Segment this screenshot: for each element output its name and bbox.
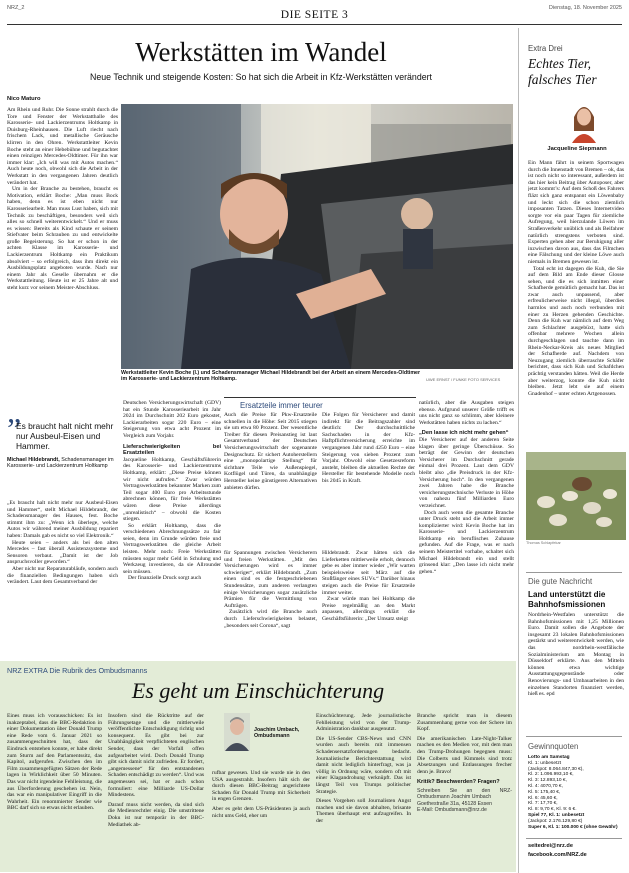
ombudsman-column-3 <box>212 770 310 870</box>
page-date: Dienstag, 18. November 2025 <box>548 5 622 11</box>
ombudsman-paragraph: Aber es geht dem US-Präsidenten ja auch nicht ums Geld, eher um <box>212 805 310 819</box>
sheep-photo-credit: Thomas Schlapfekar <box>526 541 561 545</box>
ombudsman-caption <box>254 727 299 740</box>
article-paragraph: „Es braucht halt nicht mehr nur Ausbeul-Eisen und Hammer“, stellt Michael Hildebrandt, der Schadensmanager des Hauses, fest. Boche stimmt ihm zu: „Wenn ich überlege, welche Autos wir während meiner Ausbildung repariert haben: Damals gab es nicht so viel Elektronik.“ <box>7 500 118 539</box>
header-rule <box>7 24 622 25</box>
ombudsman-paragraph: Insofern sind die Rücktritte auf der Führungsetage und die mittlerweile veröffentlichte Entschuldigung richtig und konsequent. Es gibt bei zur Unabhängigkeit verpflichteten englischen Sender, dass der Vorfall offen aufgearbeitet wird. Doch Donald Trump gibt sich damit nicht zufrieden. Er fordert, „angemessene“ für den entstandenen Schaden entschädigt zu werden“. Und was angemessen sei, hat er auch schon formuliert: eine Milliarde US-Dollar Mindestens. <box>108 713 204 799</box>
lotto-results <box>528 755 626 830</box>
info-paragraph: Die Folgen für Versicherer und damit indirekt für die Beitragszahler sind deutlich: Der durchschnittliche Sachschaden in der Kfz-Haftpflichtversicherung erreichte im vergangenen Jahr rund 4250 Euro – eine Steigerung von sieben Prozent zum Vorjahr. Obwohl eine Gesetzesreform ansteht, bleiben die aktuellen Rechte der Hersteller für bestehende Modelle noch bis 2045 in Kraft. <box>322 412 415 484</box>
article-column-3 <box>224 550 317 650</box>
ombudsman-title: Es geht um Einschüchterung <box>131 678 385 703</box>
lotto-line: Kl. 4: 4070,70 €, <box>528 783 563 789</box>
article-paragraph: Am Rhein und Ruhr. Die Sonne strahlt durch die Tore und Fenster der Werkstatthalle des Karosserie- und Lackierzentrums Holtkamp in Duisburg-Rheinhausen. Die Luft riecht nach frischem Lack, und metallische Geräusche klirren in den Ohren. Werkstattleiter Kevin Boche steht an einer Hebebühne und begutachtet einen reinzigen Mercedes-Oldtimer. Für ihn war immer klar: „Ich will was mit Autos machen.“ Auch heute noch, obwohl sich die Arbeit in der Werkstatt in den vergangenen Jahren deutlich verändert hat. <box>7 107 118 186</box>
lotto-line: Kl. 5: 175,40 €, <box>528 789 561 795</box>
lotto-line: (Jackpot: 8.064.847,30 €), <box>528 766 584 772</box>
ombudsman-portrait-art <box>224 713 250 751</box>
facebook-link[interactable]: facebook.com/NRZ.de <box>528 852 587 858</box>
sidebar-rule <box>526 572 622 573</box>
subheading: Lieferschwierigkeiten bei Ersatzteilen <box>123 443 221 457</box>
lotto-line: Kl. 1: unbesetzt <box>528 760 562 766</box>
sidebar-rule <box>526 736 622 737</box>
sidebar-rule <box>526 838 622 839</box>
sidebar-kicker: Extra Drei <box>528 44 563 53</box>
subheadline: Neue Technik und steigende Kosten: So hat sich die Arbeit in Kfz-Werkstätten verändert <box>90 72 432 82</box>
article-paragraph: Zusätzlich wird die Branche auch durch Lieferschwierigkeiten belastet, „besonders seit Corona“, sagt <box>224 609 317 629</box>
article-paragraph: Zwar würde man bei Holtkamp die Preise regelmäßig an den Markt anpassen, allerdings erklärt die Geschäftsführerin: „Der Umsatz steigt <box>322 596 415 622</box>
article-column-1b <box>7 500 118 650</box>
sidebar-title: Echtes Tier, falsches Tier <box>528 56 597 87</box>
article-paragraph: natürlich, aber die Ausgaben steigen ebenso. Aufgrund unserer Größe trifft es uns nicht ganz so schlimm, aber kleinere Werkstätten haben nichts zu lachen.“ <box>419 400 514 426</box>
feedback-heading: Kritik? Beschwerden? Fragen? <box>417 779 500 786</box>
subheading: „Den lasse ich nicht mehr gehen“ <box>419 430 509 437</box>
sidebar-divider <box>518 28 519 873</box>
article-paragraph: Um in der Branche zu bestehen, braucht es Motivation, erklärt Boche: „Man muss Bock haben, denn es ist eben nicht nur Karosseriearbeit. Man muss Lust haben, sich mit Technik zu beschäftigen, besonders weil sich alles so schnell weiterentwickelt.“ Und er muss es wissen: Bereits als Kind schaute er seinem Stiefvater beim Schrauben zu und entwickelte große Begeisterung. So hat er schon in der achten Klasse im Karosserie- und Lackierzentrum Holtkamp ein Praktikum absolviert – so erfolgreich, dass ihm direkt ein Ausbildungsplatz angeboten wurde. Nach nur einem Jahr als Geselle übernahm er die Werkstattleitung. Heute ist er 25 Jahre alt und steht kurz vor seinem Meister-Abschluss. <box>7 186 118 292</box>
lotto-line: Kl. 7: 17,70 €, <box>528 801 558 807</box>
sidebar-paragraph: Total echt ist dagegen die Kuh, die Sie auf dem Bild am Ende dieser Glosse sehen, und die es sich inmitten einer Schafherde gemütlich gemacht hat. Das ist zwar auch unpassend, aber erfreulicherweise nicht illegal, überdies harmlos und auch noch verbunden mit einer zu Herzen gehenden Geschichte. Denn die Kuh war nämlich auf dem Weg zum Schlachter ausgebüxt, hatte sich offenbar mehrere Wochen allein durchgeschlagen und tauchte dann im Rhein-Neckar-Kreis als neues Mitglied der Schafherde auf. Nachdem von Neuzugang ziemlich überraschte Schäfer berichtet, dass sich Kuh und Schafdchen prächtig verstanden hätten. Weil die Herde aber weiterzog, konnte die Kuh nicht bleiben. Jetzt lebt sie auf einem Gnadenhof – unter echten Artgenossen. <box>528 265 624 397</box>
article-paragraph: Deutschen Versicherungswirtschaft (GDV) hat ein Stunde Karosseriearbeit im Jahr 2024 im Durchschnitt 202 Euro gekostet, Lackierarbeiten sogar 220 Euro – eine Steigerung von etwa acht Prozent im Vergleich zum Vorjahr. <box>123 400 221 439</box>
article-paragraph: Heute seien – anders als bei den alten Mercedes – fast überall Assistenzsysteme und Sensoren verbaut. „Damit ist der Job anspruchsvoller geworden.“ <box>7 539 118 566</box>
article-paragraph: für Spannungen zwischen Versicherern und freien Werkstätten. „Mit den Versicherungen wird es immer schwieriger“, erklärt Hildebrandt. „Zum einen sind es die festgeschriebenen Stundensätze, zum anderen verlangten einige Versicherungen sogar zusätzliche Prämien für die Vermittlung von Aufträgen. <box>224 550 317 609</box>
article-paragraph: Jacqueline Holtkamp, Geschäftsführerin des Karosserie- und Lackierzentrums Holtkamp, erklärt: „Diese Preise können wir nicht aufrufen.“ Zwar würden Vertragswerkstätten bekannter Marken zum Teil sogar 400 Euro pro Arbeitsstunde abrechnen können, für freie Werkstätten wären diese Preise allerdings „unrealistisch“ – obwohl die Kosten stiegen. <box>123 456 221 523</box>
lotto-heading: Gewinnquoten <box>528 742 579 751</box>
lotto-line: Spiel 77, Kl. 1: unbesetzt <box>528 812 585 818</box>
sidebar-author: Jacqueline Siepmann <box>547 146 607 152</box>
info-box-heading: Ersatzteile immer teurer <box>240 401 323 410</box>
feedback-email[interactable]: E-Mail: Ombudsmann@nrz.de <box>417 806 487 813</box>
ombudsman-paragraph: rufbar gewesen. Und sie wurde nie in den USA ausgestrahlt. Insofern hält sich der durch diesen BBC-Beitrag angerichtete Schaden für Donald Trump mit Sicherheit in engen Grenzen. <box>212 770 310 803</box>
feedback-address: Goethestraße 31a, 45128 Essen <box>417 800 492 807</box>
article-paragraph: Der finanzielle Druck sorgt auch <box>128 575 202 582</box>
sheep-photo-art <box>526 452 626 540</box>
article-paragraph: Hildebrandt. Zwar hätten sich die Lieferketten mittlerweile erholt, dennoch gebe es aber immer wieder „Wir warten beispielsweise seit März auf die Stoßfänger eines SUVs.“ Darüber hinaus steigen auch die Preise für Ersatzteile immer weiter. <box>322 550 415 596</box>
quote-mark-icon: ” <box>7 411 22 447</box>
info-box <box>224 397 416 546</box>
article-paragraph: Doch auch wenn die gesamte Branche unter Druck steht und die Arbeit immer komplizierter wird: Kevin Boche hat im Karosserie- und Lackierzentrum Holtkamp ein beruflisches Zuhause gefunden. Auf die Frage, was er nach seinem Meistertitel vorhabe, schaltet sich Michael Hildebrandt ein und stellt grinsend klar: „Den lasse ich nicht mehr gehen.“ <box>419 509 514 575</box>
article-column-4 <box>419 400 514 650</box>
quote-source-role: Schadensmanager im Karosserie- und Lackierzentrum Holtkamp <box>7 457 114 470</box>
article-column-3b <box>322 550 415 650</box>
lotto-line: Super 6, Kl. 1: 100.000 € (ohne Gewähr) <box>528 824 618 830</box>
info-box-col-a <box>224 412 317 542</box>
feedback-text: Schreiben Sie an den NRZ-Ombudsmann Joachim Umbach <box>417 787 512 801</box>
ombudsman-paragraph: Einschüchterung. Jede journalistische Fehlleistung wird von der Trump-Administration dankbar ausgenutzt. <box>316 713 411 733</box>
article-column-1 <box>7 107 118 397</box>
ombudsman-paragraph: Branche spricht man in diesem Zusammenhang gerne von der Schere im Kopf. <box>417 713 512 733</box>
good-news-title: Land unterstützt die Bahnhofsmissionen <box>528 590 606 609</box>
good-news-kicker: Die gute Nachricht <box>528 577 593 586</box>
quote-source-name: Michael Hildebrandt, <box>7 457 60 463</box>
ombudsman-paragraph: Die US-Sender CBS-News und CNN wurden auch bereits mit immensen Schadensersatzforderungen bedacht. Journalistische Berichterstattung wird damit nicht lediglich hinterfragt, was ja völlig in Ordnung wäre, sondern oft mit einer Klagandrohung verknüpft. Das ist längst Teil von Trumps politischer Strategie. <box>316 735 411 795</box>
page-code: NRZ_2 <box>7 5 25 11</box>
ombudsman-portrait <box>224 713 250 751</box>
photo-credit: UWE ERNST / FUNKE FOTO SERVICES <box>426 377 501 382</box>
quote-source <box>7 457 117 470</box>
info-paragraph: Auch die Preise für Pkw-Ersatzteile schnellen in die Höhe: Seit 2015 stiegen sie um etwa 80 Prozent. Der wesentliche Treiber für diesen Preisanstieg ist laut Gesamtverband der Deutschen Versicherungswirtschaft der sogenannte Designschutz. Er sichert Autoherstellern eine „monopolartige Stellung“ für sichtbare Teile wie Außenspiegel, Kotflügel und Türen, da unabhängige Hersteller keine günstigeren Alternativen anbieten dürfen. <box>224 412 317 491</box>
lotto-line: Kl. 8: 9,70 €, Kl. 9: 6 €. <box>528 807 577 813</box>
sheep-photo <box>526 452 626 540</box>
workshop-photo-art <box>121 104 513 369</box>
ombudsman-column-4 <box>316 713 411 870</box>
lotto-line: Kl. 6: 45,60 €, <box>528 795 558 801</box>
pull-quote: Es braucht halt nicht mehr nur Ausbeul-Eisen und Hammer. <box>16 421 114 451</box>
lotto-line: Lotto am Samstag <box>528 755 570 760</box>
ombudsman-kicker: NRZ EXTRA Die Rubrik des Ombudsmanns <box>7 666 148 675</box>
article-paragraph: Aber nicht nur Reparaturabläufe, sondern auch die finanziellen Bedingungen haben sich verändert. Laut dem Gesamtverband der <box>7 565 118 586</box>
ombudsman-column-1: Eines muss ich vorausschicken: Es ist inakzeptabel, dass die BBC-Redaktion in einer Dokumentation über Donald Trump eine Rede vom 6. Januar 2021 so zusammengeschnitten hat, dass der Eindruck entstehen konnte, er habe direkt zum Sturm auf den Parlamentssitz, das Kapitol, aufgerufen. Zwischen den im Film zusammengefügten Sätzen der Rede lagen in Wirklichkeit über 50 Minuten. Das war nicht irgendeine Fehlleistung, die aus Überforderung geschehen ist. Nein, das war ein manipulativer Eingriff in die Wahrheit. Ein renommierter Sender wie BBC darf sich so etwas nicht erlauben. <box>7 713 102 812</box>
ombudsman-paragraph: Darauf muss nicht werden, da sind sich die Medienrechtler einig. Die umstrittene Doku ist nur temporär in der BBC-Mediathek ab- <box>108 801 204 828</box>
contact-email[interactable]: seitedrei@nrz.de <box>528 843 573 849</box>
article-paragraph: So erklärt Holtkamp, dass die verschiedenen Abrechnungssätze zu fair seien, denn im Grunde würden freie und Vertragswerkstätten die gleiche Arbeit leisten. Mehr noch: Freie Werkstätten müssten sogar mehr Geld in Schulung und Werkzeug investieren, da sie Allrounder sein müssen. <box>123 522 221 575</box>
headline: Werkstätten im Wandel <box>135 37 387 67</box>
lotto-line: (Jackpot: 2.176.129,80 €) <box>528 818 583 824</box>
workshop-photo <box>121 104 513 369</box>
section-title: DIE SEITE 3 <box>280 9 349 21</box>
ombudsman-paragraph: Dieses Vorgehen soll Journalisten Angst machen und sie davon abhalten, brisante Themen überhaupt erst aufzugreifen. In der <box>316 798 411 824</box>
lotto-line: Kl. 2: 1.096.993,10 €, <box>528 772 574 778</box>
article-paragraph: Die Versicherer auf der anderen Seite klagen über geringe Überschüsse. So beträgt der Gewinn der deutschen Versicherer im Durchschnitt gerade einmal drei Prozent. Laut dem GDV bleibt also „die Preisdruck in der Kfz-Versicherung hoch“. In den vergangenen zwei Jahren habe die Branche versicherungstechnische Verluste in Höhe von nahezu fünf Milliarden Euro verzeichnet. <box>419 436 514 509</box>
ombudsman-role: Ombudsmann <box>254 733 290 740</box>
ombudsman-column-5 <box>417 713 512 870</box>
sidebar-paragraph: Ein Mann fährt in seinem Sportwagen durch die Innenstadt von Bremen – ok, das ist noch nicht so interessant, außerdem ist das hier kein Beitrag über Autoposer, aber jetzt kommt’s: Auf dem Schoß des Fahrers fläzt sich ganz entspannt ein Löwenbaby und leckt sich die schon ziemlich imposanten Tatzen. Dieses Internetvideo sorgte vor ein paar Tagen für ziemliche Aufregung, weil hierzulande Löwen im Straßenverkehr unüblich und als Beifahrer natürlich strengstens verboten sind. Experten gehen aber zur Beruhigung aller inzwischen davon aus, dass das Filmchen eine Fälschung und der kleine Löwe auch niemals in Bremen gewesen ist. <box>528 160 624 265</box>
good-news-text: Nordrhein-Westfalen unterstützt die Bahnhofsmissionen mit 1,25 Millionen Euro. Damit sollen die Angebote der insgesamt 23 lokalen Bahnhofsmissionen gestärkt und weiterentwickelt werden, wie das nordrhein-westfälische Sozialministerium am Montag in Düsseldorf erklärte. Aus den Mitteln können etwa wichtige Ausstattungsgegenstände oder Renovierungs- und Umbauarbeiten in den einzelnen Standorten finanziert werden, hieß es. epd <box>528 612 624 698</box>
ombudsman-paragraph: Die amerikanischen Late-Night-Talker machen es den Medien vor, mit dem man den Trump-Drohungen begegnen muss: Die Colberts und Kimmels sind trotz Absetzungen und Entlassungen frecher denn je. Bravo! <box>417 735 512 775</box>
photo-caption: Werkstattleiter Kevin Boche (l.) und Schadensmanager Michael Hildebrandt bei der Arbeit an einem Mercedes-Oldtimer im Karosserie- und Lackierzentrum Holtkamp. <box>121 370 421 383</box>
ombudsman-name: Joachim Umbach, <box>254 727 300 733</box>
info-box-col-b <box>322 412 415 542</box>
portrait-art <box>570 97 598 143</box>
author-portrait <box>570 97 598 143</box>
article-column-2 <box>123 400 221 650</box>
ombudsman-column-2 <box>108 713 204 870</box>
lotto-line: Kl. 3: 12.893,10 €, <box>528 778 567 784</box>
author-name: Nico Maturo <box>7 96 41 102</box>
